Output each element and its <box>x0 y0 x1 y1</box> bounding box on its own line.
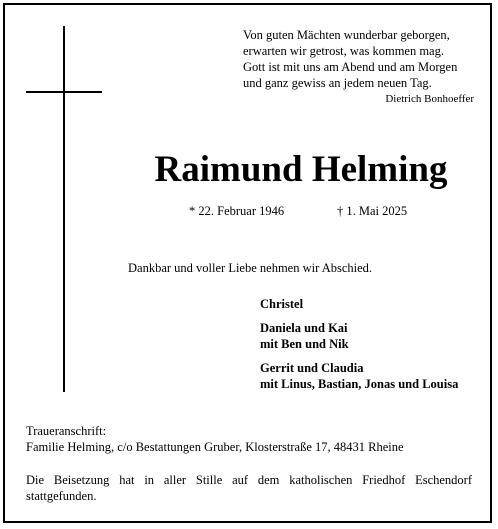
cross-icon-vertical <box>63 26 65 392</box>
mourner-line: mit Ben und Nik <box>260 337 349 351</box>
address-block <box>26 423 404 455</box>
mourner-group <box>260 320 349 352</box>
burial-note: Die Beisetzung hat in aller Stille auf dem katholischen Friedhof Eschendorf stattgefunden. <box>26 473 472 503</box>
poem-author: Dietrich Bonhoeffer <box>385 93 474 105</box>
cross-icon-horizontal <box>26 91 102 93</box>
mourner-line: mit Linus, Bastian, Jonas und Louisa <box>260 377 459 391</box>
deceased-name: Raimund Helming <box>154 149 448 190</box>
poem <box>243 27 457 91</box>
mourner-line: Christel <box>260 297 304 311</box>
address-text: Familie Helming, c/o Bestattungen Gruber, Klosterstraße 17, 48431 Rheine <box>26 440 404 454</box>
farewell-text: Dankbar und voller Liebe nehmen wir Abschied. <box>128 261 373 275</box>
poem-line: erwarten wir getrost, was kommen mag. <box>243 44 444 58</box>
mourner-group <box>260 360 458 392</box>
poem-line: und ganz gewiss an jedem neuen Tag. <box>243 76 432 90</box>
address-label: Traueranschrift: <box>26 424 107 438</box>
mourner-line: Daniela und Kai <box>260 321 348 335</box>
mourner-line: Gerrit und Claudia <box>260 361 364 375</box>
poem-line: Gott ist mit uns am Abend und am Morgen <box>243 60 458 74</box>
mourner-group <box>260 296 303 312</box>
birth-date: * 22. Februar 1946 <box>189 204 285 218</box>
death-date: † 1. Mai 2025 <box>337 204 408 218</box>
poem-line: Von guten Mächten wunderbar geborgen, <box>243 28 450 42</box>
